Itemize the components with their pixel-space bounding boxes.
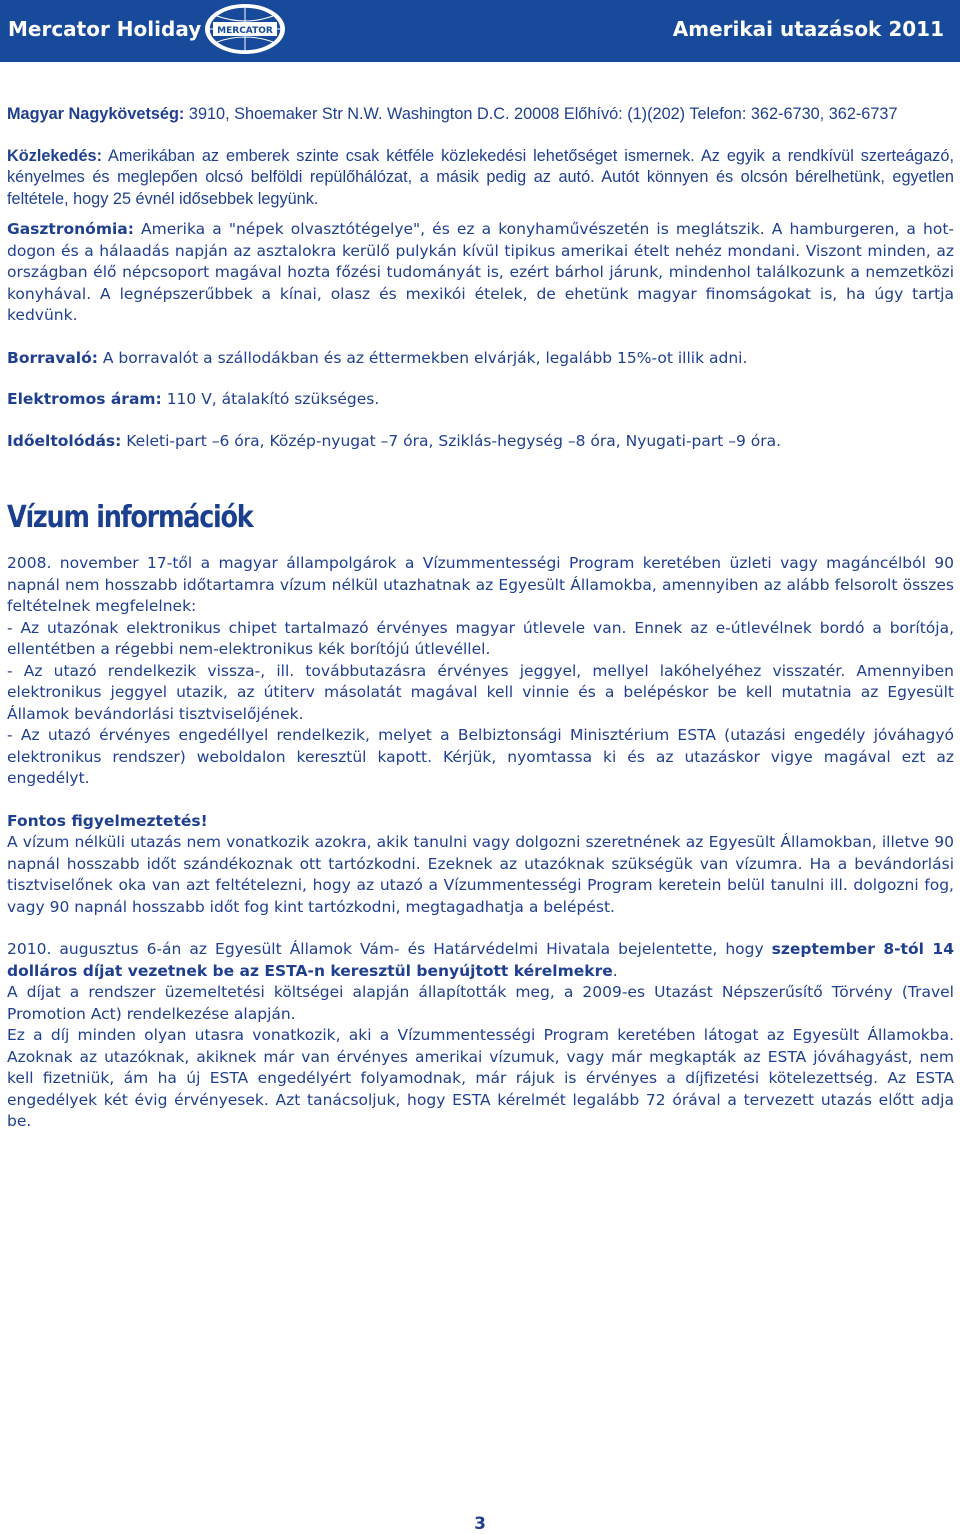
svg-text:MERCATOR: MERCATOR bbox=[217, 26, 273, 36]
header-title: Amerikai utazások 2011 bbox=[672, 17, 944, 41]
tip-text: A borravalót a szállodákban és az éttermekben elvárják, legalább 15%-ot illik adni. bbox=[97, 348, 748, 367]
embassy-paragraph bbox=[7, 104, 954, 126]
tip-label: Borravaló: bbox=[7, 348, 98, 367]
fee-scope: Ez a díj minden olyan utasra vonatkozik, aki a Vízummentességi Program keretében látogat az Egyesült Államokba. Azoknak az utazóknak, akiknek már van érvényes amerikai vízumuk, vagy már megkapták az ESTA jóváhagyást, nem kell fizetniük, ám ha új ESTA engedélyért folyamodnak, már rájuk is érvényes a díjfizetési kötelezettség. Az ESTA engedélyek két évig érvényesek. Azt tanácsoljuk, hogy ESTA kérelmét legalább 72 órával a tervezett utazás előtt adja be. bbox=[7, 1026, 954, 1130]
visa-condition-2: - Az utazó rendelkezik vissza-, ill. továbbutazásra érvényes jeggyel, mellyel lakóhelyéhez visszatér. Amennyiben elektronikus jeggyel utazik, az útiterv másolatát magával kell vinnie és a belépéskor be kell mutatnia az Egyesült Államok bevándorlási tisztviselőjének. bbox=[7, 661, 954, 723]
power-label: Elektromos áram: bbox=[7, 390, 162, 408]
power-paragraph bbox=[7, 389, 954, 411]
fee-paragraph bbox=[7, 939, 954, 982]
page-number: 3 bbox=[474, 1514, 486, 1534]
mercator-logo bbox=[203, 2, 287, 56]
transport-text: Amerikában az emberek szinte csak kétféle közlekedési lehetőséget ismernek. Az egyik a rendkívül szerteágazó, kényelmes és meglepően olcsó belföldi repülőhálózat, a másik pedig az autó. Autót könnyen és olcsón bérelhetünk, egyetlen feltétele, hogy 25 évnél idősebbek legyünk. bbox=[7, 146, 954, 208]
fee-highlight: szeptember 8-tól 14 dolláros díjat vezetnek be az ESTA-n keresztül benyújtott kérelmekre bbox=[7, 940, 954, 980]
fee-basis: A díjat a rendszer üzemeltetési költségei alapján állapították meg, a 2009-es Utazást Népszerűsítő Törvény (Travel Promotion Act) rendelkezése alapján. bbox=[7, 983, 954, 1023]
fee-intro: 2010. augusztus 6-án az Egyesült Államok Vám- és Határvédelmi Hivatala bejelentette, hogy bbox=[7, 940, 772, 958]
visa-intro: 2008. november 17-től a magyar állampolgárok a Vízummentességi Program keretében üzleti vagy magáncélból 90 napnál nem hosszabb időtartamra vízum nélkül utazhatnak az Egyesült Államokba, amennyiben az alább felsorolt összes feltételnek megfelelnek: bbox=[7, 554, 954, 615]
time-text: Keleti-part –6 óra, Közép-nyugat –7 óra, Sziklás-hegység –8 óra, Nyugati-part –9 óra. bbox=[121, 431, 782, 450]
transport-label: Közlekedés: bbox=[7, 146, 103, 165]
time-label: Időeltolódás: bbox=[7, 431, 122, 450]
tip-paragraph bbox=[7, 348, 954, 370]
gastro-text: Amerika a "népek olvasztótégelye", és ez a konyhaművészetén is meglátszik. A hamburgeren, a hot-dogon és a hálaadás napján az asztalokra kerülő pulykán kívül tipikus amerikai ételt nehéz mondani. Viszont minden, az országban élő népcsoport magával hozta főzési tudományát is, ezért bárhol járunk, mindenhol találkozunk a nemzetközi konyhával. A legnépszerűbbek a kínai, olasz és mexikói ételek, de ehetünk magyar finomságokat is, ha úgy tartja kedvünk. bbox=[7, 220, 954, 324]
transport-paragraph bbox=[7, 146, 954, 211]
embassy-text: 3910, Shoemaker Str N.W. Washington D.C. 20008 Előhívó: (1)(202) Telefon: 362-6730, 362-6737 bbox=[184, 105, 898, 123]
page-content bbox=[7, 104, 954, 1133]
header-brand: Mercator Holiday bbox=[8, 17, 202, 41]
time-paragraph bbox=[7, 431, 954, 453]
gastro-paragraph bbox=[7, 219, 954, 327]
gastro-label: Gasztronómia: bbox=[7, 220, 134, 238]
embassy-label: Magyar Nagykövetség: bbox=[7, 105, 185, 123]
fee-end: . bbox=[612, 961, 618, 980]
page-header bbox=[0, 0, 960, 62]
power-text: 110 V, átalakító szükséges. bbox=[161, 390, 380, 408]
visa-heading: Vízum információk bbox=[7, 500, 253, 535]
warning-title: Fontos figyelmeztetés! bbox=[7, 811, 208, 830]
visa-condition-3: - Az utazó érvényes engedéllyel rendelkezik, melyet a Belbiztonsági Minisztérium ESTA (utazási engedély jóváhagyó elektronikus rendszer) weboldalon keresztül kapott. Kérjük, nyomtassa ki és az utazáskor vigye magával ezt az engedélyt. bbox=[7, 726, 954, 787]
visa-condition-1: - Az utazónak elektronikus chipet tartalmazó érvényes magyar útlevele van. Ennek az e-útlevélnek bordó a borítója, ellentétben a régebbi nem-elektronikus kék borítójú útlevéllel. bbox=[7, 618, 954, 658]
warning-text: A vízum nélküli utazás nem vonatkozik azokra, akik tanulni vagy dolgozni szeretnének az Egyesült Államokban, illetve 90 napnál hosszabb időt szándékoznak ott tartózkodni. Ezeknek az utazóknak szükségük van vízumra. Ha a bevándorlási tisztviselőnek oka van azt feltételezni, hogy az utazó a Vízummentességi Program keretein belül tanulni ill. dolgozni fog, vagy 90 napnál hosszabb időt fog kint tartózkodni, megtagadhatja a belépést. bbox=[7, 833, 954, 916]
